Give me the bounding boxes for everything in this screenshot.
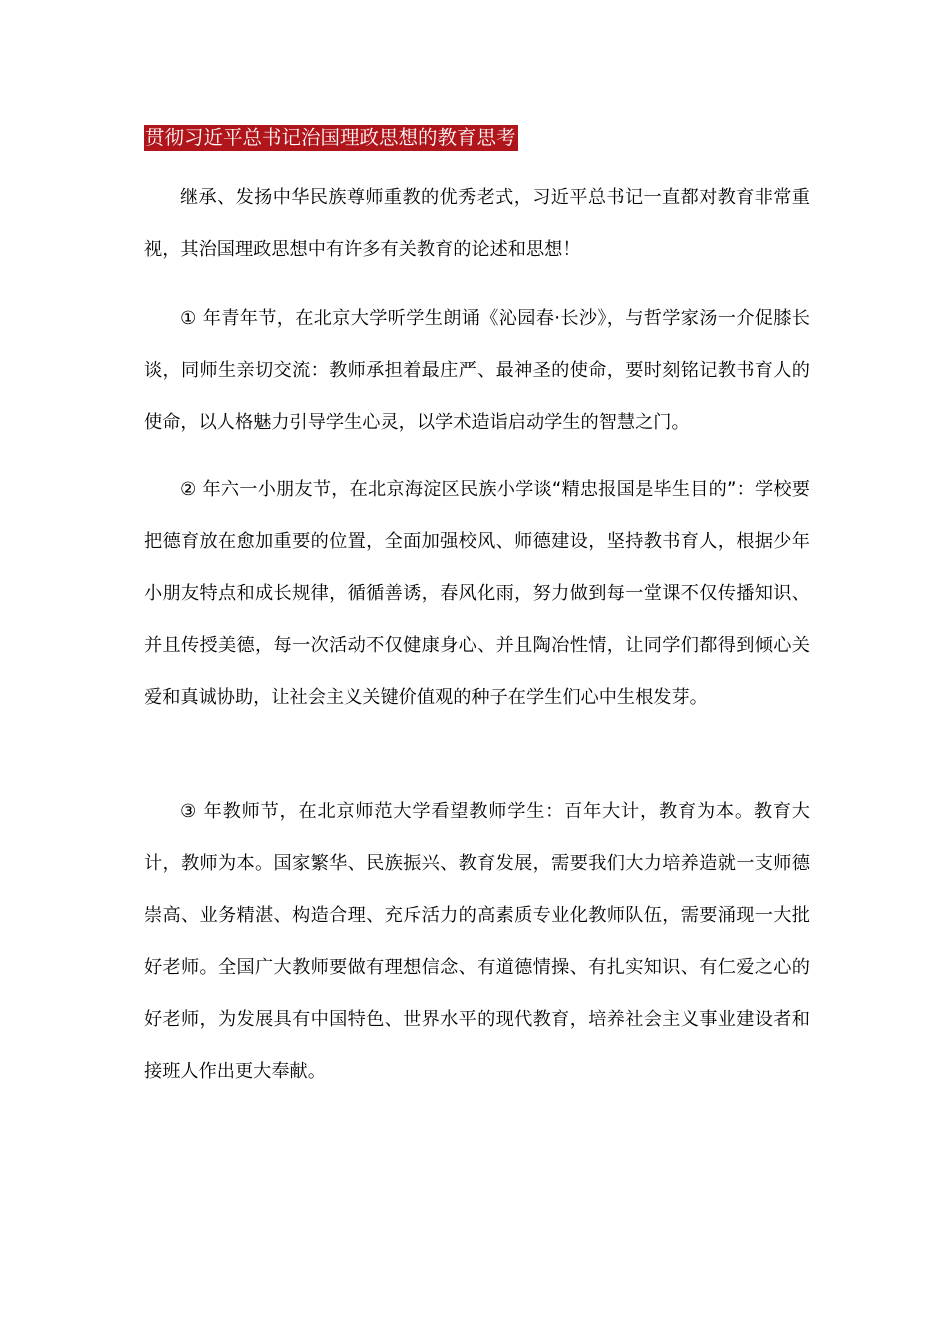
document-title: 贯彻习近平总书记治国理政思想的教育思考 [145,126,516,149]
paragraph-intro: 继承、发扬中华民族尊师重教的优秀老式，习近平总书记一直都对教育非常重视，其治国理政思想中有许多有关教育的论述和思想！ [144,187,810,260]
paragraph-item-3: ③ 年教师节，在北京师范大学看望教师学生：百年大计，教育为本。教育大计，教师为本。国家繁华、民族振兴、教育发展，需要我们大力培养造就一支师德崇高、业务精湛、构造合理、充斥活力的高素质专业化教师队伍，需要涌现一大批好老师。全国广大教师要做有理想信念、有道德情操、有扎实知识、有仁爱之心的好老师，为发展具有中国特色、世界水平的现代教育，培养社会主义事业建设者和接班人作出更大奉献。 [144,801,810,1082]
paragraph-item-2: ② 年六一小朋友节，在北京海淀区民族小学谈“精忠报国是毕生目的”：学校要把德育放在愈加重要的位置，全面加强校风、师德建设，坚持教书育人，根据少年小朋友特点和成长规律，循循善诱，春风化雨，努力做到每一堂课不仅传播知识、并且传授美德，每一次活动不仅健康身心、并且陶冶性情，让同学们都得到倾心关爱和真诚协助，让社会主义关键价值观的种子在学生们心中生根发芽。 [144,479,810,708]
paragraph-item-1: ① 年青年节，在北京大学听学生朗诵《沁园春·长沙》，与哲学家汤一介促膝长谈，同师生亲切交流：教师承担着最庄严、最神圣的使命，要时刻铭记教书育人的使命，以人格魅力引导学生心灵，以学术造诣启动学生的智慧之门。 [144,308,810,433]
